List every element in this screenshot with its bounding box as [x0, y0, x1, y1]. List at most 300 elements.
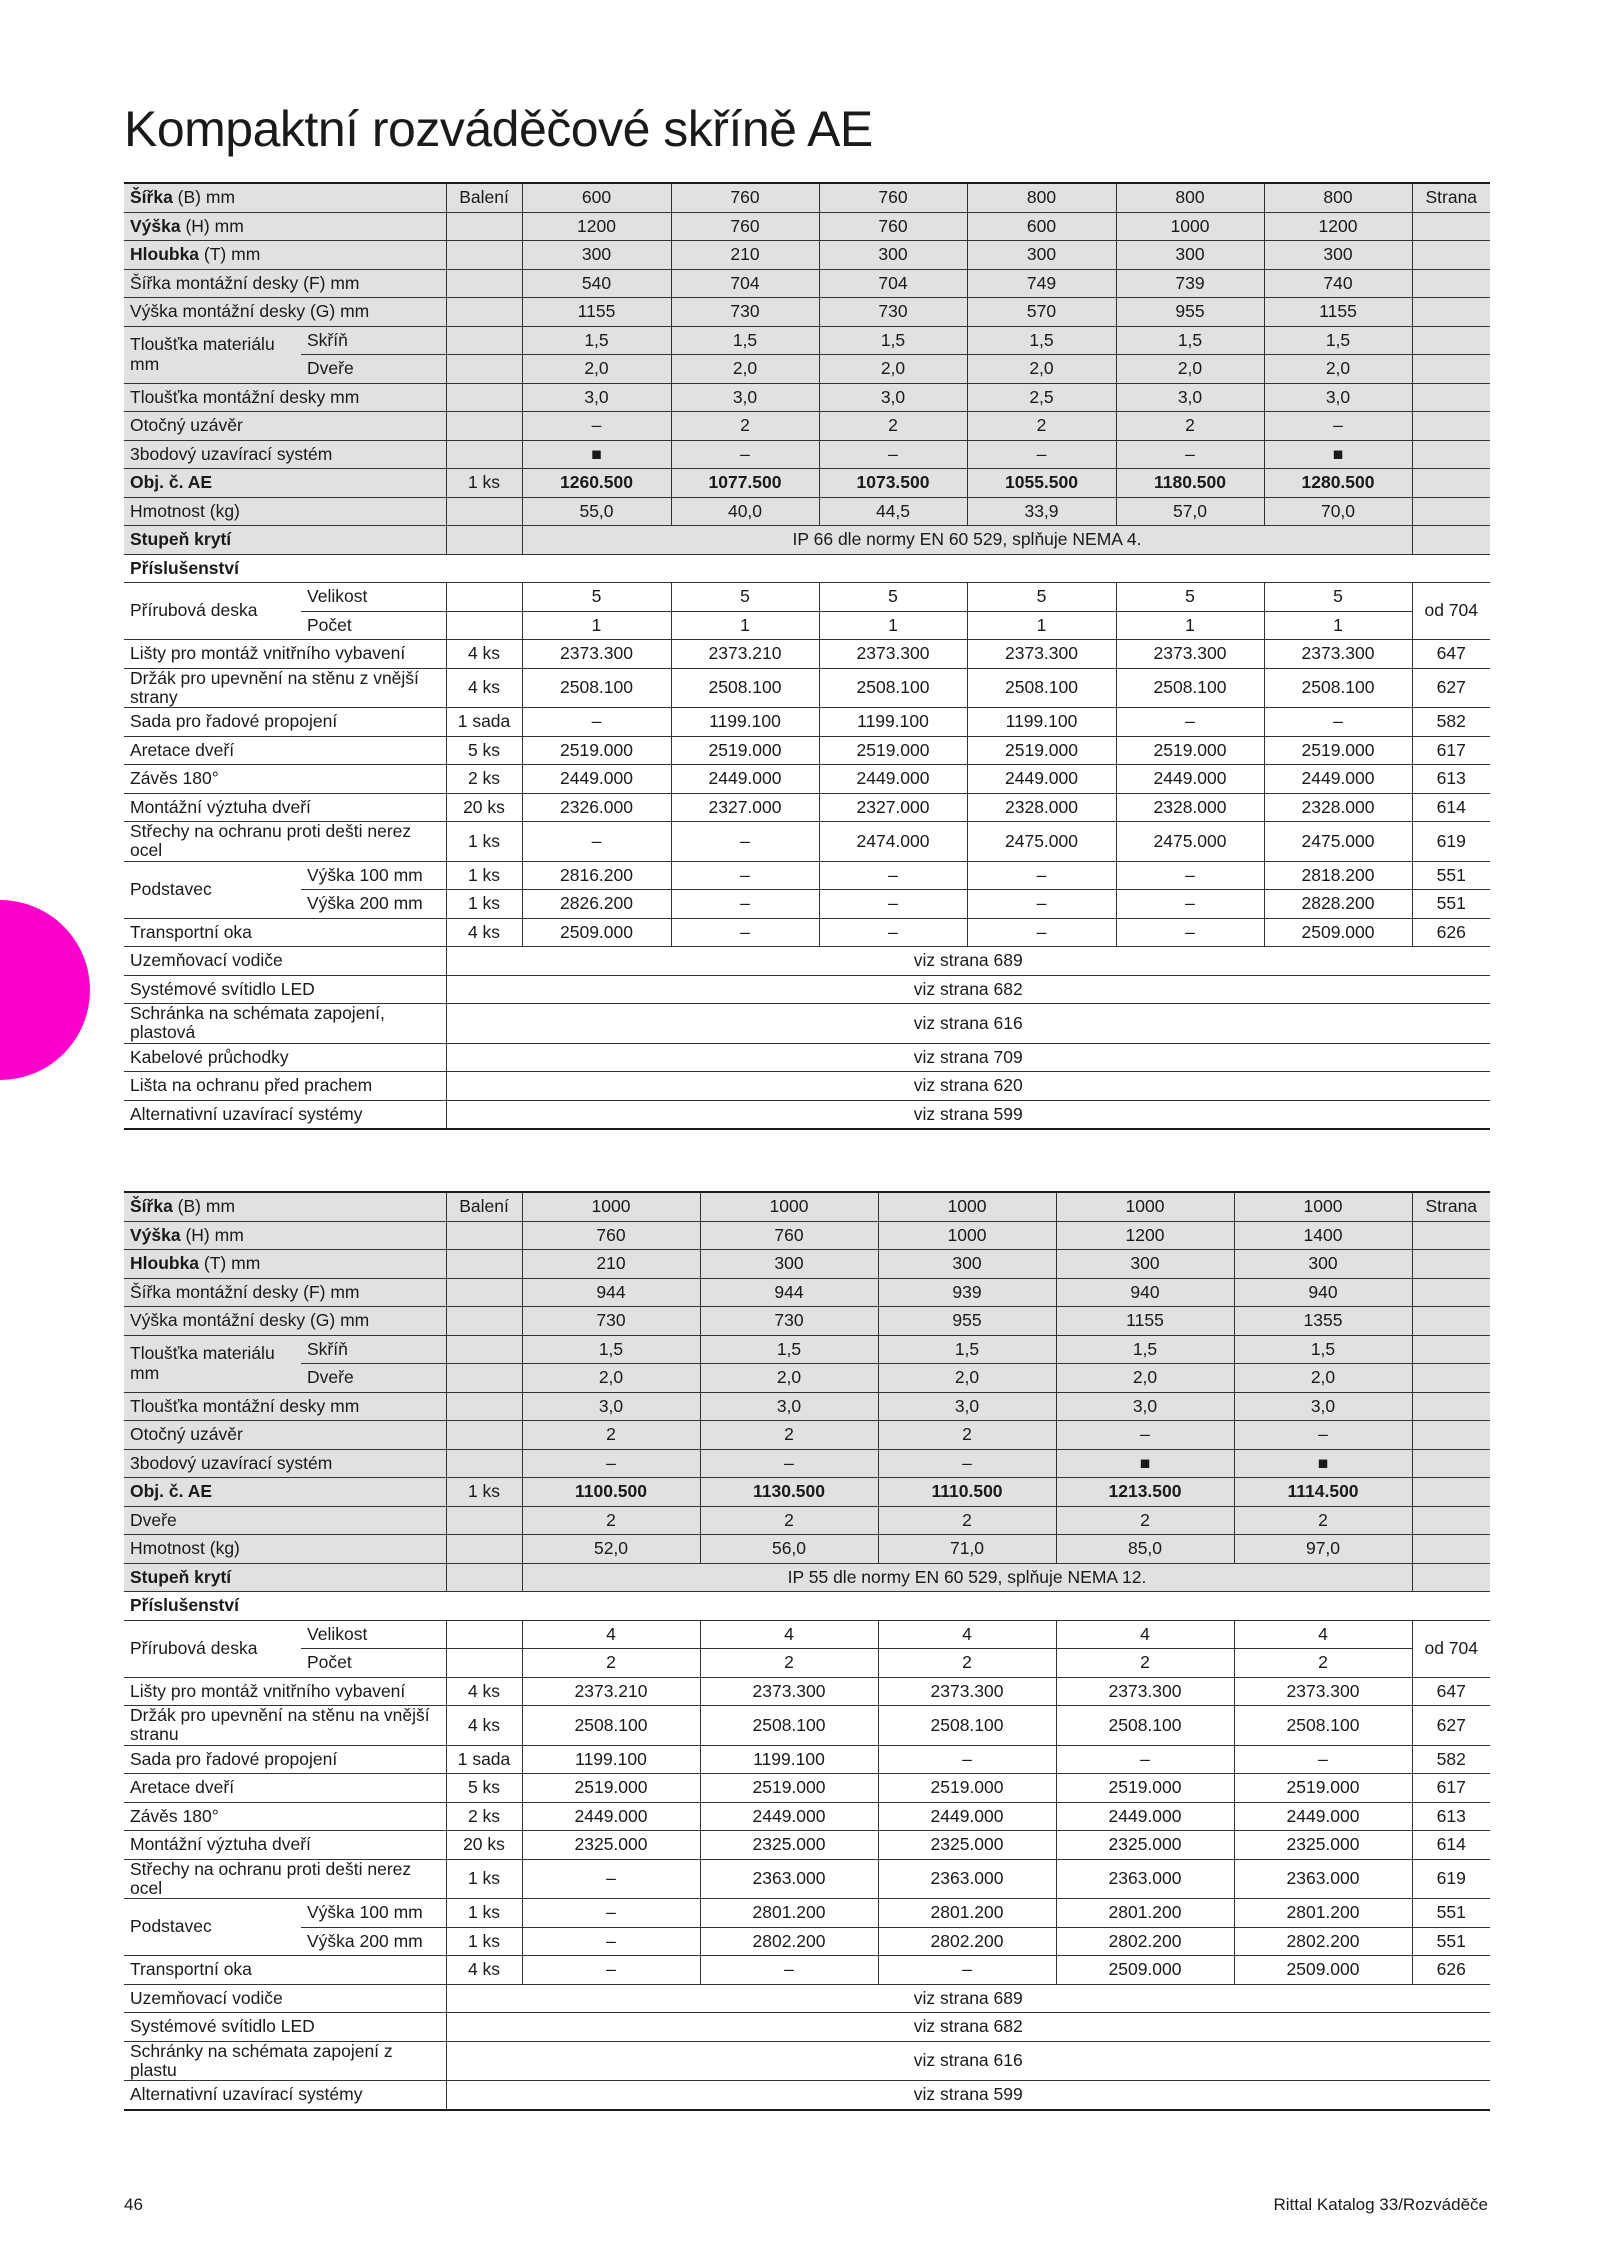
table-row — [124, 1100, 1490, 1129]
reference-cell: viz strana 620 — [446, 1072, 1490, 1101]
row-label-bold: Hloubka — [130, 1253, 200, 1274]
value-cell: 1155 — [1056, 1307, 1234, 1336]
value-cell: 300 — [1056, 1250, 1234, 1279]
pack-cell — [446, 412, 522, 441]
value-cell: 2 — [967, 412, 1116, 441]
order-number: 1110.500 — [931, 1481, 1003, 1502]
value-cell: – — [1116, 440, 1264, 469]
value-cell: 2,0 — [878, 1364, 1056, 1393]
value-cell — [967, 469, 1116, 498]
value-cell: 2509.000 — [1264, 918, 1412, 947]
value-cell: 1 — [967, 611, 1116, 640]
row-group-label: Tloušťka materiálu mm — [124, 1335, 301, 1392]
value-cell: 2326.000 — [522, 793, 671, 822]
page-ref-cell: 582 — [1412, 1745, 1490, 1774]
value-cell: 4 — [1056, 1620, 1234, 1649]
value-cell: 2 — [700, 1649, 878, 1678]
row-label — [124, 183, 446, 212]
value-cell: 2,0 — [1264, 355, 1412, 384]
table-row — [124, 1043, 1490, 1072]
section-header-text: Příslušenství — [130, 1595, 239, 1616]
value-cell: 1200 — [1056, 1221, 1234, 1250]
row-label-bold: Stupeň krytí — [130, 1566, 232, 1587]
value-cell: 2363.000 — [1234, 1859, 1412, 1899]
value-cell: 2373.300 — [819, 640, 967, 669]
value-cell: 300 — [967, 241, 1116, 270]
table-row — [124, 183, 1490, 212]
value-cell: 1,5 — [522, 1335, 700, 1364]
pack-cell — [446, 298, 522, 327]
table-row — [124, 298, 1490, 327]
table-row — [124, 668, 1490, 708]
pack-cell: 20 ks — [446, 1831, 522, 1860]
value-cell: 4 — [700, 1620, 878, 1649]
page-ref-cell — [1412, 1478, 1490, 1507]
value-cell: 55,0 — [522, 497, 671, 526]
table-row — [124, 326, 1490, 355]
page-number: 46 — [124, 2195, 143, 2214]
order-number: 1260.500 — [560, 472, 633, 493]
value-cell: 2373.210 — [671, 640, 819, 669]
row-label — [124, 1563, 446, 1592]
page-ref-cell — [1412, 1364, 1490, 1393]
value-cell: – — [819, 918, 967, 947]
value-cell: 2328.000 — [967, 793, 1116, 822]
row-label-bold: Šířka — [130, 187, 173, 208]
page-ref-cell: 614 — [1412, 1831, 1490, 1860]
value-cell: 2508.100 — [671, 668, 819, 708]
value-cell: 2802.200 — [878, 1927, 1056, 1956]
pack-cell — [446, 1449, 522, 1478]
value-cell: – — [1116, 708, 1264, 737]
value-cell: 1155 — [522, 298, 671, 327]
value-cell: 1000 — [1116, 212, 1264, 241]
value-cell: 97,0 — [1234, 1535, 1412, 1564]
table-row — [124, 822, 1490, 862]
page-ref-cell — [1412, 1307, 1490, 1336]
row-label: Šířka montážní desky (F) mm — [124, 1278, 446, 1307]
row-label-bold: Obj. č. AE — [130, 472, 213, 493]
table-row — [124, 1831, 1490, 1860]
value-cell — [819, 469, 967, 498]
row-label: Otočný uzávěr — [124, 1421, 446, 1450]
row-sublabel: Výška 200 mm — [301, 890, 446, 919]
page-ref-cell: 617 — [1412, 1774, 1490, 1803]
value-cell: 2325.000 — [522, 1831, 700, 1860]
order-number: 1180.500 — [1153, 472, 1227, 493]
row-label: Montážní výztuha dveří — [124, 1831, 446, 1860]
value-cell: 2474.000 — [819, 822, 967, 862]
value-cell: 300 — [1116, 241, 1264, 270]
value-cell: 939 — [878, 1278, 1056, 1307]
spec-table-2 — [124, 1191, 1490, 2111]
value-cell: 2449.000 — [1116, 765, 1264, 794]
value-cell: 2475.000 — [1264, 822, 1412, 862]
table-row — [124, 1535, 1490, 1564]
reference-cell: viz strana 599 — [446, 1100, 1490, 1129]
table-row — [124, 640, 1490, 669]
value-cell: 52,0 — [522, 1535, 700, 1564]
page-ref-cell — [1412, 326, 1490, 355]
row-sublabel: Výška 100 mm — [301, 861, 446, 890]
value-cell: 1,5 — [1056, 1335, 1234, 1364]
value-cell: 955 — [1116, 298, 1264, 327]
value-cell: 3,0 — [522, 383, 671, 412]
page-ref-cell: 627 — [1412, 1706, 1490, 1746]
value-cell: 1199.100 — [700, 1745, 878, 1774]
row-label-rest: (T) mm — [199, 244, 261, 265]
page-ref-cell: 613 — [1412, 1802, 1490, 1831]
value-cell: – — [671, 822, 819, 862]
page-ref-cell: 626 — [1412, 1956, 1490, 1985]
value-cell: 2508.100 — [700, 1706, 878, 1746]
table-row — [124, 1563, 1490, 1592]
table-row — [124, 440, 1490, 469]
order-number: 1130.500 — [752, 1481, 826, 1502]
page-ref-cell — [1412, 412, 1490, 441]
row-sublabel: Skříň — [301, 326, 446, 355]
row-label-rest: (B) mm — [172, 1196, 236, 1217]
pack-cell — [446, 440, 522, 469]
row-group-label: Podstavec — [124, 861, 301, 918]
value-cell: 5 — [1264, 583, 1412, 612]
value-cell: – — [819, 890, 967, 919]
table-row — [124, 1004, 1490, 1044]
value-cell: – — [878, 1745, 1056, 1774]
table-row — [124, 1392, 1490, 1421]
value-cell: 2,0 — [700, 1364, 878, 1393]
section-color-marker — [0, 900, 90, 1080]
value-cell: 1,5 — [522, 326, 671, 355]
value-cell: – — [1264, 708, 1412, 737]
value-cell: 210 — [671, 241, 819, 270]
value-cell: 5 — [819, 583, 967, 612]
pack-cell — [446, 1364, 522, 1393]
value-cell: 1000 — [878, 1221, 1056, 1250]
row-label — [124, 526, 446, 555]
value-cell: 2373.300 — [1264, 640, 1412, 669]
reference-cell: viz strana 616 — [446, 2041, 1490, 2081]
row-label: Lišty pro montáž vnitřního vybavení — [124, 640, 446, 669]
value-cell: 3,0 — [1234, 1392, 1412, 1421]
value-cell: ■ — [1056, 1449, 1234, 1478]
value-cell: – — [671, 861, 819, 890]
value-cell: 749 — [967, 269, 1116, 298]
value-cell: 2,0 — [1116, 355, 1264, 384]
value-cell: – — [700, 1956, 878, 1985]
value-cell: 2373.300 — [967, 640, 1116, 669]
page-ref-cell: 626 — [1412, 918, 1490, 947]
value-cell: ■ — [1264, 440, 1412, 469]
value-cell: 5 — [671, 583, 819, 612]
value-cell: 3,0 — [671, 383, 819, 412]
value-cell: 71,0 — [878, 1535, 1056, 1564]
table-row — [124, 736, 1490, 765]
order-number: 1073.500 — [856, 472, 930, 493]
row-label: Systémové svítidlo LED — [124, 975, 446, 1004]
page-ref-cell — [1412, 383, 1490, 412]
pack-cell — [446, 1335, 522, 1364]
pack-cell: 1 ks — [446, 1859, 522, 1899]
pack-cell: 1 sada — [446, 1745, 522, 1774]
value-cell: 1 — [1264, 611, 1412, 640]
order-number: 1213.500 — [1108, 1481, 1182, 1502]
pack-cell: 5 ks — [446, 736, 522, 765]
value-cell: 2 — [671, 412, 819, 441]
row-label: Šířka montážní desky (F) mm — [124, 269, 446, 298]
page-ref-cell — [1412, 1278, 1490, 1307]
value-cell: 2802.200 — [1056, 1927, 1234, 1956]
value-cell: 2 — [700, 1506, 878, 1535]
page-ref-cell: 551 — [1412, 1927, 1490, 1956]
value-cell: 2,0 — [671, 355, 819, 384]
row-sublabel: Počet — [301, 611, 446, 640]
row-sublabel: Dveře — [301, 1364, 446, 1393]
table-row — [124, 269, 1490, 298]
value-cell: 300 — [819, 241, 967, 270]
pack-cell — [446, 1307, 522, 1336]
value-cell: 2508.100 — [1116, 668, 1264, 708]
value-cell — [522, 1478, 700, 1507]
value-cell: 730 — [819, 298, 967, 327]
value-cell: – — [967, 918, 1116, 947]
value-cell — [700, 1478, 878, 1507]
page-ref-cell: Strana — [1412, 183, 1490, 212]
value-cell: 740 — [1264, 269, 1412, 298]
page-ref-cell — [1412, 1335, 1490, 1364]
page-ref-cell — [1412, 469, 1490, 498]
table-row — [124, 469, 1490, 498]
value-cell: 2519.000 — [671, 736, 819, 765]
value-cell: 1,5 — [1234, 1335, 1412, 1364]
table-row — [124, 611, 1490, 640]
pack-cell: 4 ks — [446, 668, 522, 708]
value-cell: 1200 — [522, 212, 671, 241]
value-cell: 2519.000 — [522, 736, 671, 765]
value-cell: 300 — [1264, 241, 1412, 270]
value-cell: 44,5 — [819, 497, 967, 526]
value-cell: 2449.000 — [700, 1802, 878, 1831]
row-label: Dveře — [124, 1506, 446, 1535]
value-cell: – — [1234, 1421, 1412, 1450]
value-cell: 2449.000 — [819, 765, 967, 794]
row-label — [124, 1250, 446, 1279]
value-cell: 1,5 — [967, 326, 1116, 355]
value-cell: 2449.000 — [522, 1802, 700, 1831]
page-ref-cell — [1412, 1250, 1490, 1279]
page-ref-cell — [1412, 1392, 1490, 1421]
pack-cell: 4 ks — [446, 1956, 522, 1985]
value-cell: 4 — [878, 1620, 1056, 1649]
value-cell: 3,0 — [819, 383, 967, 412]
table-row — [124, 708, 1490, 737]
value-cell: 800 — [967, 183, 1116, 212]
order-number: 1055.500 — [1005, 472, 1078, 493]
value-cell: 2363.000 — [1056, 1859, 1234, 1899]
value-cell: 2818.200 — [1264, 861, 1412, 890]
row-label-rest: (B) mm — [172, 187, 236, 208]
row-sublabel: Počet — [301, 1649, 446, 1678]
value-cell: 2449.000 — [878, 1802, 1056, 1831]
value-cell: 2519.000 — [1056, 1774, 1234, 1803]
row-label: Hmotnost (kg) — [124, 497, 446, 526]
value-cell: 5 — [1116, 583, 1264, 612]
page-ref-cell — [1412, 1563, 1490, 1592]
table-row — [124, 1307, 1490, 1336]
section-header-text: Příslušenství — [130, 557, 239, 578]
row-group-label: Přírubová deska — [124, 1620, 301, 1677]
table-row — [124, 2081, 1490, 2110]
reference-cell: viz strana 616 — [446, 1004, 1490, 1044]
value-cell: 2519.000 — [700, 1774, 878, 1803]
value-cell: 704 — [819, 269, 967, 298]
value-cell: 5 — [522, 583, 671, 612]
pack-cell — [446, 611, 522, 640]
value-cell: 1,5 — [700, 1335, 878, 1364]
value-cell: 2475.000 — [1116, 822, 1264, 862]
value-cell: 2325.000 — [878, 1831, 1056, 1860]
value-cell: 2373.210 — [522, 1677, 700, 1706]
value-cell: 2449.000 — [1056, 1802, 1234, 1831]
value-cell: 2 — [819, 412, 967, 441]
value-cell: – — [1264, 412, 1412, 441]
page-ref-cell: 551 — [1412, 861, 1490, 890]
row-group-label: Podstavec — [124, 1899, 301, 1956]
value-cell: 300 — [700, 1250, 878, 1279]
value-cell: 2802.200 — [700, 1927, 878, 1956]
pack-cell: Balení — [446, 1192, 522, 1221]
table-row — [124, 890, 1490, 919]
table-row — [124, 583, 1490, 612]
page-ref-cell — [1412, 355, 1490, 384]
value-cell: 2508.100 — [522, 668, 671, 708]
row-label: Výška montážní desky (G) mm — [124, 1307, 446, 1336]
value-cell: 300 — [522, 241, 671, 270]
value-cell: 1000 — [1234, 1192, 1412, 1221]
table-row — [124, 212, 1490, 241]
row-label: Držák pro upevnění na stěnu na vnější stranu — [124, 1706, 446, 1746]
page-ref-cell: 647 — [1412, 1677, 1490, 1706]
value-cell: 955 — [878, 1307, 1056, 1336]
value-cell: ■ — [1234, 1449, 1412, 1478]
table-row — [124, 793, 1490, 822]
value-cell: 739 — [1116, 269, 1264, 298]
table-row — [124, 1506, 1490, 1535]
value-cell: 3,0 — [1116, 383, 1264, 412]
page-ref-cell: Strana — [1412, 1192, 1490, 1221]
page-ref-cell — [1412, 440, 1490, 469]
pack-cell — [446, 1221, 522, 1250]
row-label: Montážní výztuha dveří — [124, 793, 446, 822]
row-label: Lišty pro montáž vnitřního vybavení — [124, 1677, 446, 1706]
row-label — [124, 1221, 446, 1250]
pack-cell — [446, 1278, 522, 1307]
value-cell: 600 — [967, 212, 1116, 241]
table-row — [124, 1221, 1490, 1250]
table-row — [124, 1449, 1490, 1478]
page-ref-cell: 627 — [1412, 668, 1490, 708]
value-cell: 2 — [878, 1506, 1056, 1535]
row-label: Hmotnost (kg) — [124, 1535, 446, 1564]
value-cell: 760 — [522, 1221, 700, 1250]
value-cell: – — [522, 1449, 700, 1478]
table-row — [124, 1649, 1490, 1678]
pack-cell: 2 ks — [446, 765, 522, 794]
value-cell: 2519.000 — [1116, 736, 1264, 765]
order-number: 1114.500 — [1287, 1481, 1359, 1502]
value-cell: – — [878, 1956, 1056, 1985]
value-cell: 2 — [1234, 1506, 1412, 1535]
pack-cell: 4 ks — [446, 918, 522, 947]
value-cell: 730 — [671, 298, 819, 327]
table-row — [124, 2041, 1490, 2081]
pack-cell — [446, 241, 522, 270]
value-cell: 3,0 — [1056, 1392, 1234, 1421]
row-label-bold: Výška — [130, 215, 181, 236]
value-cell: 1199.100 — [522, 1745, 700, 1774]
row-label — [124, 469, 446, 498]
page-ref-cell: 582 — [1412, 708, 1490, 737]
value-cell: 800 — [1116, 183, 1264, 212]
value-cell: 2,0 — [522, 1364, 700, 1393]
value-cell: 2508.100 — [1056, 1706, 1234, 1746]
pack-cell: 1 ks — [446, 890, 522, 919]
value-cell: 2509.000 — [1056, 1956, 1234, 1985]
row-label-rest: (H) mm — [180, 215, 244, 236]
page-ref-cell — [1412, 526, 1490, 555]
value-cell: 570 — [967, 298, 1116, 327]
value-cell — [1116, 469, 1264, 498]
row-label — [124, 241, 446, 270]
value-cell: 2363.000 — [700, 1859, 878, 1899]
value-cell: – — [671, 918, 819, 947]
pack-cell — [446, 497, 522, 526]
value-cell: 2816.200 — [522, 861, 671, 890]
value-cell: 85,0 — [1056, 1535, 1234, 1564]
pack-cell — [446, 383, 522, 412]
table-row — [124, 1478, 1490, 1507]
value-cell: – — [1116, 861, 1264, 890]
row-group-label: Tloušťka materiálu mm — [124, 326, 301, 383]
pack-cell: 1 ks — [446, 1899, 522, 1928]
page-ref-cell — [1412, 1221, 1490, 1250]
value-cell: 1199.100 — [967, 708, 1116, 737]
table-row — [124, 1927, 1490, 1956]
value-cell: 3,0 — [1264, 383, 1412, 412]
value-cell: – — [522, 708, 671, 737]
table-row — [124, 1250, 1490, 1279]
value-cell: 1 — [522, 611, 671, 640]
value-cell: – — [1116, 918, 1264, 947]
table-row — [124, 554, 1490, 583]
pack-cell: 1 sada — [446, 708, 522, 737]
row-label: Uzemňovací vodiče — [124, 1984, 446, 2013]
page-ref-cell: od 704 — [1412, 583, 1490, 640]
value-cell: – — [522, 1956, 700, 1985]
value-cell: 40,0 — [671, 497, 819, 526]
value-cell: 2449.000 — [967, 765, 1116, 794]
row-label: Sada pro řadové propojení — [124, 1745, 446, 1774]
value-cell — [1056, 1478, 1234, 1507]
table-row — [124, 2013, 1490, 2042]
table-row — [124, 1677, 1490, 1706]
value-cell — [1264, 469, 1412, 498]
table-row — [124, 1072, 1490, 1101]
value-cell: 944 — [700, 1278, 878, 1307]
value-cell: 2373.300 — [1056, 1677, 1234, 1706]
row-label: Tloušťka montážní desky mm — [124, 1392, 446, 1421]
pack-cell: 1 ks — [446, 822, 522, 862]
